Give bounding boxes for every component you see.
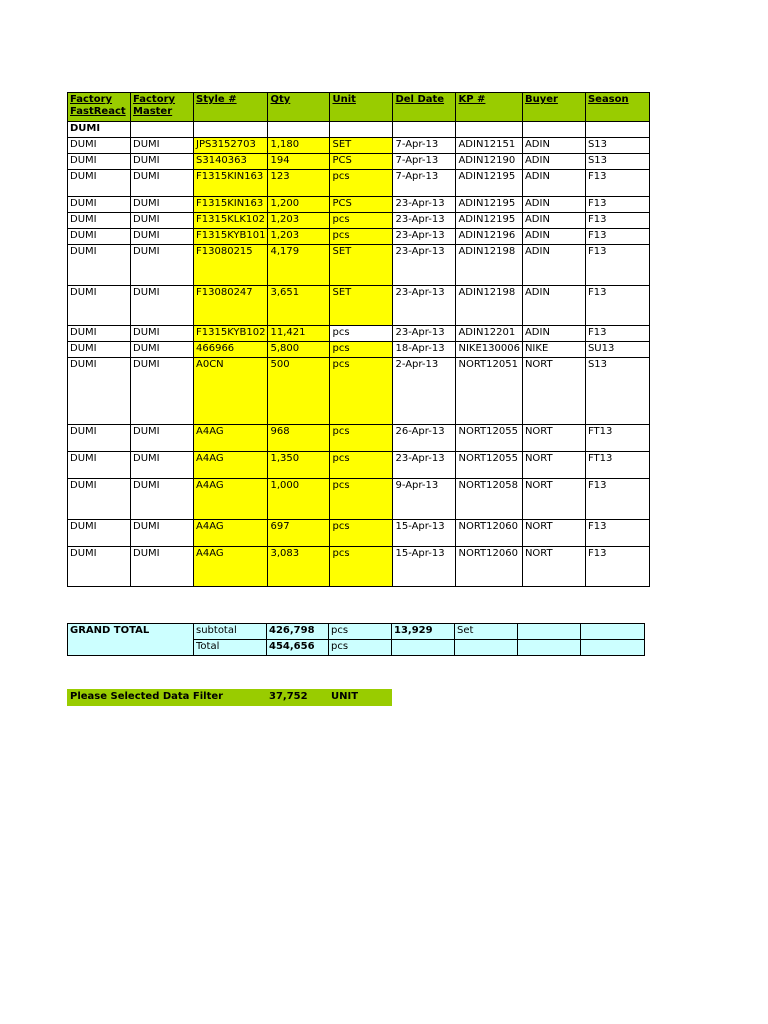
cell-factory-fastreact[interactable]: DUMI bbox=[68, 342, 131, 358]
filter-value: 37,752 bbox=[269, 691, 308, 702]
cell-season[interactable]: S13 bbox=[585, 358, 649, 425]
table-row bbox=[68, 452, 650, 479]
cell-kp[interactable]: ADIN12151 bbox=[456, 138, 522, 154]
col-header-qty[interactable]: Qty bbox=[268, 93, 330, 122]
cell-buyer[interactable]: ADIN bbox=[522, 326, 585, 342]
cell-factory-master[interactable]: DUMI bbox=[131, 213, 194, 229]
table-row bbox=[68, 154, 650, 170]
cell-style[interactable]: F1315KLK102 bbox=[194, 213, 268, 229]
cell-factory-fastreact[interactable]: DUMI bbox=[68, 213, 131, 229]
set-qty[interactable]: 13,929 bbox=[392, 624, 455, 640]
table-cell[interactable] bbox=[131, 122, 194, 138]
cell-season[interactable]: F13 bbox=[585, 286, 649, 326]
cell-buyer[interactable]: ADIN bbox=[522, 138, 585, 154]
cell-qty[interactable]: 4,179 bbox=[268, 245, 330, 286]
cell-del-date[interactable]: 18-Apr-13 bbox=[393, 342, 456, 358]
cell-unit[interactable]: SET bbox=[330, 245, 393, 286]
cell-factory-fastreact[interactable]: DUMI bbox=[68, 425, 131, 452]
cell-factory-fastreact[interactable]: DUMI bbox=[68, 138, 131, 154]
cell-season[interactable]: SU13 bbox=[585, 342, 649, 358]
cell-season[interactable]: F13 bbox=[585, 245, 649, 286]
table-cell[interactable] bbox=[330, 122, 393, 138]
table-cell[interactable] bbox=[585, 122, 649, 138]
cell-style[interactable]: F13080247 bbox=[194, 286, 268, 326]
cell-season[interactable]: F13 bbox=[585, 520, 649, 547]
cell-buyer[interactable]: NORT bbox=[522, 479, 585, 520]
table-cell[interactable] bbox=[581, 624, 645, 640]
group-label[interactable]: DUMI bbox=[68, 122, 131, 138]
cell-buyer[interactable]: ADIN bbox=[522, 213, 585, 229]
cell-unit[interactable]: pcs bbox=[330, 342, 393, 358]
cell-factory-fastreact[interactable]: DUMI bbox=[68, 170, 131, 197]
cell-factory-fastreact[interactable]: DUMI bbox=[68, 154, 131, 170]
subtotal-unit[interactable]: pcs bbox=[329, 624, 392, 640]
cell-qty[interactable]: 194 bbox=[268, 154, 330, 170]
cell-factory-fastreact[interactable]: DUMI bbox=[68, 326, 131, 342]
cell-unit[interactable]: pcs bbox=[330, 326, 393, 342]
cell-style[interactable]: A4AG bbox=[194, 520, 268, 547]
cell-unit[interactable]: pcs bbox=[330, 170, 393, 197]
cell-season[interactable]: S13 bbox=[585, 154, 649, 170]
table-row bbox=[68, 547, 650, 587]
cell-season[interactable]: F13 bbox=[585, 170, 649, 197]
table-cell[interactable] bbox=[522, 122, 585, 138]
table-row bbox=[68, 520, 650, 547]
cell-unit[interactable]: pcs bbox=[330, 213, 393, 229]
total-label[interactable]: Total bbox=[194, 640, 267, 656]
cell-season[interactable]: F13 bbox=[585, 229, 649, 245]
table-cell[interactable] bbox=[194, 122, 268, 138]
cell-unit[interactable]: pcs bbox=[330, 520, 393, 547]
cell-season[interactable]: FT13 bbox=[585, 425, 649, 452]
cell-del-date[interactable]: 23-Apr-13 bbox=[393, 452, 456, 479]
table-cell[interactable] bbox=[68, 640, 194, 656]
cell-buyer[interactable]: ADIN bbox=[522, 245, 585, 286]
cell-del-date[interactable]: 7-Apr-13 bbox=[393, 138, 456, 154]
col-header-style[interactable]: Style # bbox=[194, 93, 268, 122]
cell-kp[interactable]: NORT12055 bbox=[456, 425, 522, 452]
cell-factory-master[interactable]: DUMI bbox=[131, 138, 194, 154]
filter-unit: UNIT bbox=[331, 691, 359, 702]
cell-factory-master[interactable]: DUMI bbox=[131, 229, 194, 245]
cell-unit[interactable]: pcs bbox=[330, 479, 393, 520]
cell-factory-fastreact[interactable]: DUMI bbox=[68, 547, 131, 587]
cell-season[interactable]: F13 bbox=[585, 213, 649, 229]
cell-style[interactable]: F1315KYB102 bbox=[194, 326, 268, 342]
cell-unit[interactable]: pcs bbox=[330, 425, 393, 452]
cell-buyer[interactable]: ADIN bbox=[522, 197, 585, 213]
group-row bbox=[68, 122, 650, 138]
cell-style[interactable]: A4AG bbox=[194, 479, 268, 520]
cell-style[interactable]: F1315KIN163 bbox=[194, 197, 268, 213]
total-unit[interactable]: pcs bbox=[329, 640, 392, 656]
cell-factory-master[interactable]: DUMI bbox=[131, 547, 194, 587]
cell-factory-master[interactable]: DUMI bbox=[131, 154, 194, 170]
cell-buyer[interactable]: NORT bbox=[522, 452, 585, 479]
cell-style[interactable]: F13080215 bbox=[194, 245, 268, 286]
cell-kp[interactable]: ADIN12201 bbox=[456, 326, 522, 342]
cell-qty[interactable]: 1,350 bbox=[268, 452, 330, 479]
cell-unit[interactable]: PCS bbox=[330, 154, 393, 170]
cell-unit[interactable]: pcs bbox=[330, 358, 393, 425]
cell-del-date[interactable]: 23-Apr-13 bbox=[393, 286, 456, 326]
table-row bbox=[68, 358, 650, 425]
cell-factory-master[interactable]: DUMI bbox=[131, 170, 194, 197]
cell-unit[interactable]: pcs bbox=[330, 452, 393, 479]
cell-unit[interactable]: pcs bbox=[330, 229, 393, 245]
cell-season[interactable]: F13 bbox=[585, 197, 649, 213]
col-header-del-date[interactable]: Del Date bbox=[393, 93, 456, 122]
cell-kp[interactable]: NORT12058 bbox=[456, 479, 522, 520]
cell-factory-master[interactable]: DUMI bbox=[131, 520, 194, 547]
cell-kp[interactable]: ADIN12198 bbox=[456, 286, 522, 326]
cell-del-date[interactable]: 7-Apr-13 bbox=[393, 170, 456, 197]
table-cell[interactable] bbox=[392, 640, 455, 656]
cell-buyer[interactable]: ADIN bbox=[522, 170, 585, 197]
cell-style[interactable]: S3140363 bbox=[194, 154, 268, 170]
cell-kp[interactable]: ADIN12190 bbox=[456, 154, 522, 170]
cell-style[interactable]: A4AG bbox=[194, 452, 268, 479]
cell-qty[interactable]: 500 bbox=[268, 358, 330, 425]
cell-kp[interactable]: NIKE130006 bbox=[456, 342, 522, 358]
cell-buyer[interactable]: NORT bbox=[522, 425, 585, 452]
cell-kp[interactable]: ADIN12195 bbox=[456, 197, 522, 213]
cell-del-date[interactable]: 23-Apr-13 bbox=[393, 197, 456, 213]
cell-unit[interactable]: SET bbox=[330, 138, 393, 154]
cell-qty[interactable]: 123 bbox=[268, 170, 330, 197]
subtotal-row bbox=[68, 624, 645, 640]
table-row bbox=[68, 286, 650, 326]
cell-factory-fastreact[interactable]: DUMI bbox=[68, 197, 131, 213]
cell-factory-fastreact[interactable]: DUMI bbox=[68, 479, 131, 520]
table-row bbox=[68, 326, 650, 342]
col-header-unit[interactable]: Unit bbox=[330, 93, 393, 122]
table-row bbox=[68, 245, 650, 286]
cell-qty[interactable]: 1,203 bbox=[268, 229, 330, 245]
cell-del-date[interactable]: 23-Apr-13 bbox=[393, 213, 456, 229]
cell-factory-master[interactable]: DUMI bbox=[131, 425, 194, 452]
cell-qty[interactable]: 1,180 bbox=[268, 138, 330, 154]
cell-factory-fastreact[interactable]: DUMI bbox=[68, 229, 131, 245]
cell-style[interactable]: 466966 bbox=[194, 342, 268, 358]
cell-qty[interactable]: 697 bbox=[268, 520, 330, 547]
cell-del-date[interactable]: 23-Apr-13 bbox=[393, 326, 456, 342]
cell-style[interactable]: A4AG bbox=[194, 547, 268, 587]
cell-factory-master[interactable]: DUMI bbox=[131, 452, 194, 479]
cell-style[interactable]: A0CN bbox=[194, 358, 268, 425]
table-row bbox=[68, 479, 650, 520]
cell-qty[interactable]: 1,203 bbox=[268, 213, 330, 229]
table-cell[interactable] bbox=[393, 122, 456, 138]
col-header-factory-master[interactable]: Factory Master bbox=[131, 93, 194, 122]
cell-qty[interactable]: 3,083 bbox=[268, 547, 330, 587]
table-row bbox=[68, 342, 650, 358]
cell-unit[interactable]: SET bbox=[330, 286, 393, 326]
cell-kp[interactable]: NORT12055 bbox=[456, 452, 522, 479]
table-row bbox=[68, 425, 650, 452]
total-qty[interactable]: 454,656 bbox=[267, 640, 329, 656]
cell-kp[interactable]: ADIN12198 bbox=[456, 245, 522, 286]
cell-qty[interactable]: 1,000 bbox=[268, 479, 330, 520]
cell-kp[interactable]: ADIN12195 bbox=[456, 213, 522, 229]
cell-season[interactable]: FT13 bbox=[585, 452, 649, 479]
cell-kp[interactable]: ADIN12195 bbox=[456, 170, 522, 197]
cell-factory-fastreact[interactable]: DUMI bbox=[68, 520, 131, 547]
cell-del-date[interactable]: 23-Apr-13 bbox=[393, 245, 456, 286]
totals-table bbox=[67, 623, 645, 656]
cell-del-date[interactable]: 15-Apr-13 bbox=[393, 520, 456, 547]
cell-qty[interactable]: 5,800 bbox=[268, 342, 330, 358]
cell-unit[interactable]: pcs bbox=[330, 547, 393, 587]
cell-buyer[interactable]: ADIN bbox=[522, 286, 585, 326]
subtotal-qty[interactable]: 426,798 bbox=[267, 624, 329, 640]
table-cell[interactable] bbox=[455, 640, 518, 656]
cell-del-date[interactable]: 7-Apr-13 bbox=[393, 154, 456, 170]
cell-factory-fastreact[interactable]: DUMI bbox=[68, 245, 131, 286]
table-cell[interactable] bbox=[456, 122, 522, 138]
cell-season[interactable]: F13 bbox=[585, 326, 649, 342]
cell-factory-fastreact[interactable]: DUMI bbox=[68, 358, 131, 425]
cell-factory-fastreact[interactable]: DUMI bbox=[68, 452, 131, 479]
total-row bbox=[68, 640, 645, 656]
cell-style[interactable]: A4AG bbox=[194, 425, 268, 452]
cell-buyer[interactable]: ADIN bbox=[522, 229, 585, 245]
cell-kp[interactable]: NORT12060 bbox=[456, 547, 522, 587]
cell-factory-master[interactable]: DUMI bbox=[131, 358, 194, 425]
cell-buyer[interactable]: ADIN bbox=[522, 154, 585, 170]
cell-season[interactable]: F13 bbox=[585, 547, 649, 587]
cell-factory-master[interactable]: DUMI bbox=[131, 342, 194, 358]
data-filter-bar[interactable] bbox=[67, 689, 392, 706]
cell-del-date[interactable]: 23-Apr-13 bbox=[393, 229, 456, 245]
cell-style[interactable]: F1315KYB101 bbox=[194, 229, 268, 245]
cell-season[interactable]: F13 bbox=[585, 479, 649, 520]
cell-qty[interactable]: 11,421 bbox=[268, 326, 330, 342]
subtotal-label[interactable]: subtotal bbox=[194, 624, 267, 640]
col-header-season[interactable]: Season bbox=[585, 93, 649, 122]
cell-del-date[interactable]: 15-Apr-13 bbox=[393, 547, 456, 587]
table-row bbox=[68, 197, 650, 213]
table-row bbox=[68, 170, 650, 197]
table-cell[interactable] bbox=[268, 122, 330, 138]
filter-label: Please Selected Data Filter bbox=[70, 691, 224, 702]
cell-del-date[interactable]: 9-Apr-13 bbox=[393, 479, 456, 520]
cell-del-date[interactable]: 2-Apr-13 bbox=[393, 358, 456, 425]
cell-factory-master[interactable]: DUMI bbox=[131, 197, 194, 213]
cell-buyer[interactable]: NORT bbox=[522, 520, 585, 547]
table-cell[interactable] bbox=[581, 640, 645, 656]
order-table bbox=[67, 92, 650, 587]
col-header-factory-fastreact[interactable]: Factory FastReact bbox=[68, 93, 131, 122]
cell-buyer[interactable]: NIKE bbox=[522, 342, 585, 358]
cell-season[interactable]: S13 bbox=[585, 138, 649, 154]
table-cell[interactable] bbox=[518, 624, 581, 640]
cell-qty[interactable]: 1,200 bbox=[268, 197, 330, 213]
cell-factory-master[interactable]: DUMI bbox=[131, 245, 194, 286]
table-row bbox=[68, 229, 650, 245]
cell-qty[interactable]: 3,651 bbox=[268, 286, 330, 326]
cell-factory-master[interactable]: DUMI bbox=[131, 286, 194, 326]
cell-style[interactable]: F1315KIN163 bbox=[194, 170, 268, 197]
table-cell[interactable] bbox=[518, 640, 581, 656]
cell-buyer[interactable]: NORT bbox=[522, 358, 585, 425]
cell-kp[interactable]: ADIN12196 bbox=[456, 229, 522, 245]
cell-kp[interactable]: NORT12051 bbox=[456, 358, 522, 425]
set-label[interactable]: Set bbox=[455, 624, 518, 640]
table-row bbox=[68, 213, 650, 229]
grand-total-label[interactable]: GRAND TOTAL bbox=[68, 624, 194, 640]
cell-qty[interactable]: 968 bbox=[268, 425, 330, 452]
header-row bbox=[68, 93, 650, 122]
cell-del-date[interactable]: 26-Apr-13 bbox=[393, 425, 456, 452]
cell-style[interactable]: JPS3152703 bbox=[194, 138, 268, 154]
cell-factory-fastreact[interactable]: DUMI bbox=[68, 286, 131, 326]
cell-kp[interactable]: NORT12060 bbox=[456, 520, 522, 547]
cell-factory-master[interactable]: DUMI bbox=[131, 479, 194, 520]
col-header-kp[interactable]: KP # bbox=[456, 93, 522, 122]
cell-factory-master[interactable]: DUMI bbox=[131, 326, 194, 342]
cell-unit[interactable]: PCS bbox=[330, 197, 393, 213]
cell-buyer[interactable]: NORT bbox=[522, 547, 585, 587]
col-header-buyer[interactable]: Buyer bbox=[522, 93, 585, 122]
table-row bbox=[68, 138, 650, 154]
